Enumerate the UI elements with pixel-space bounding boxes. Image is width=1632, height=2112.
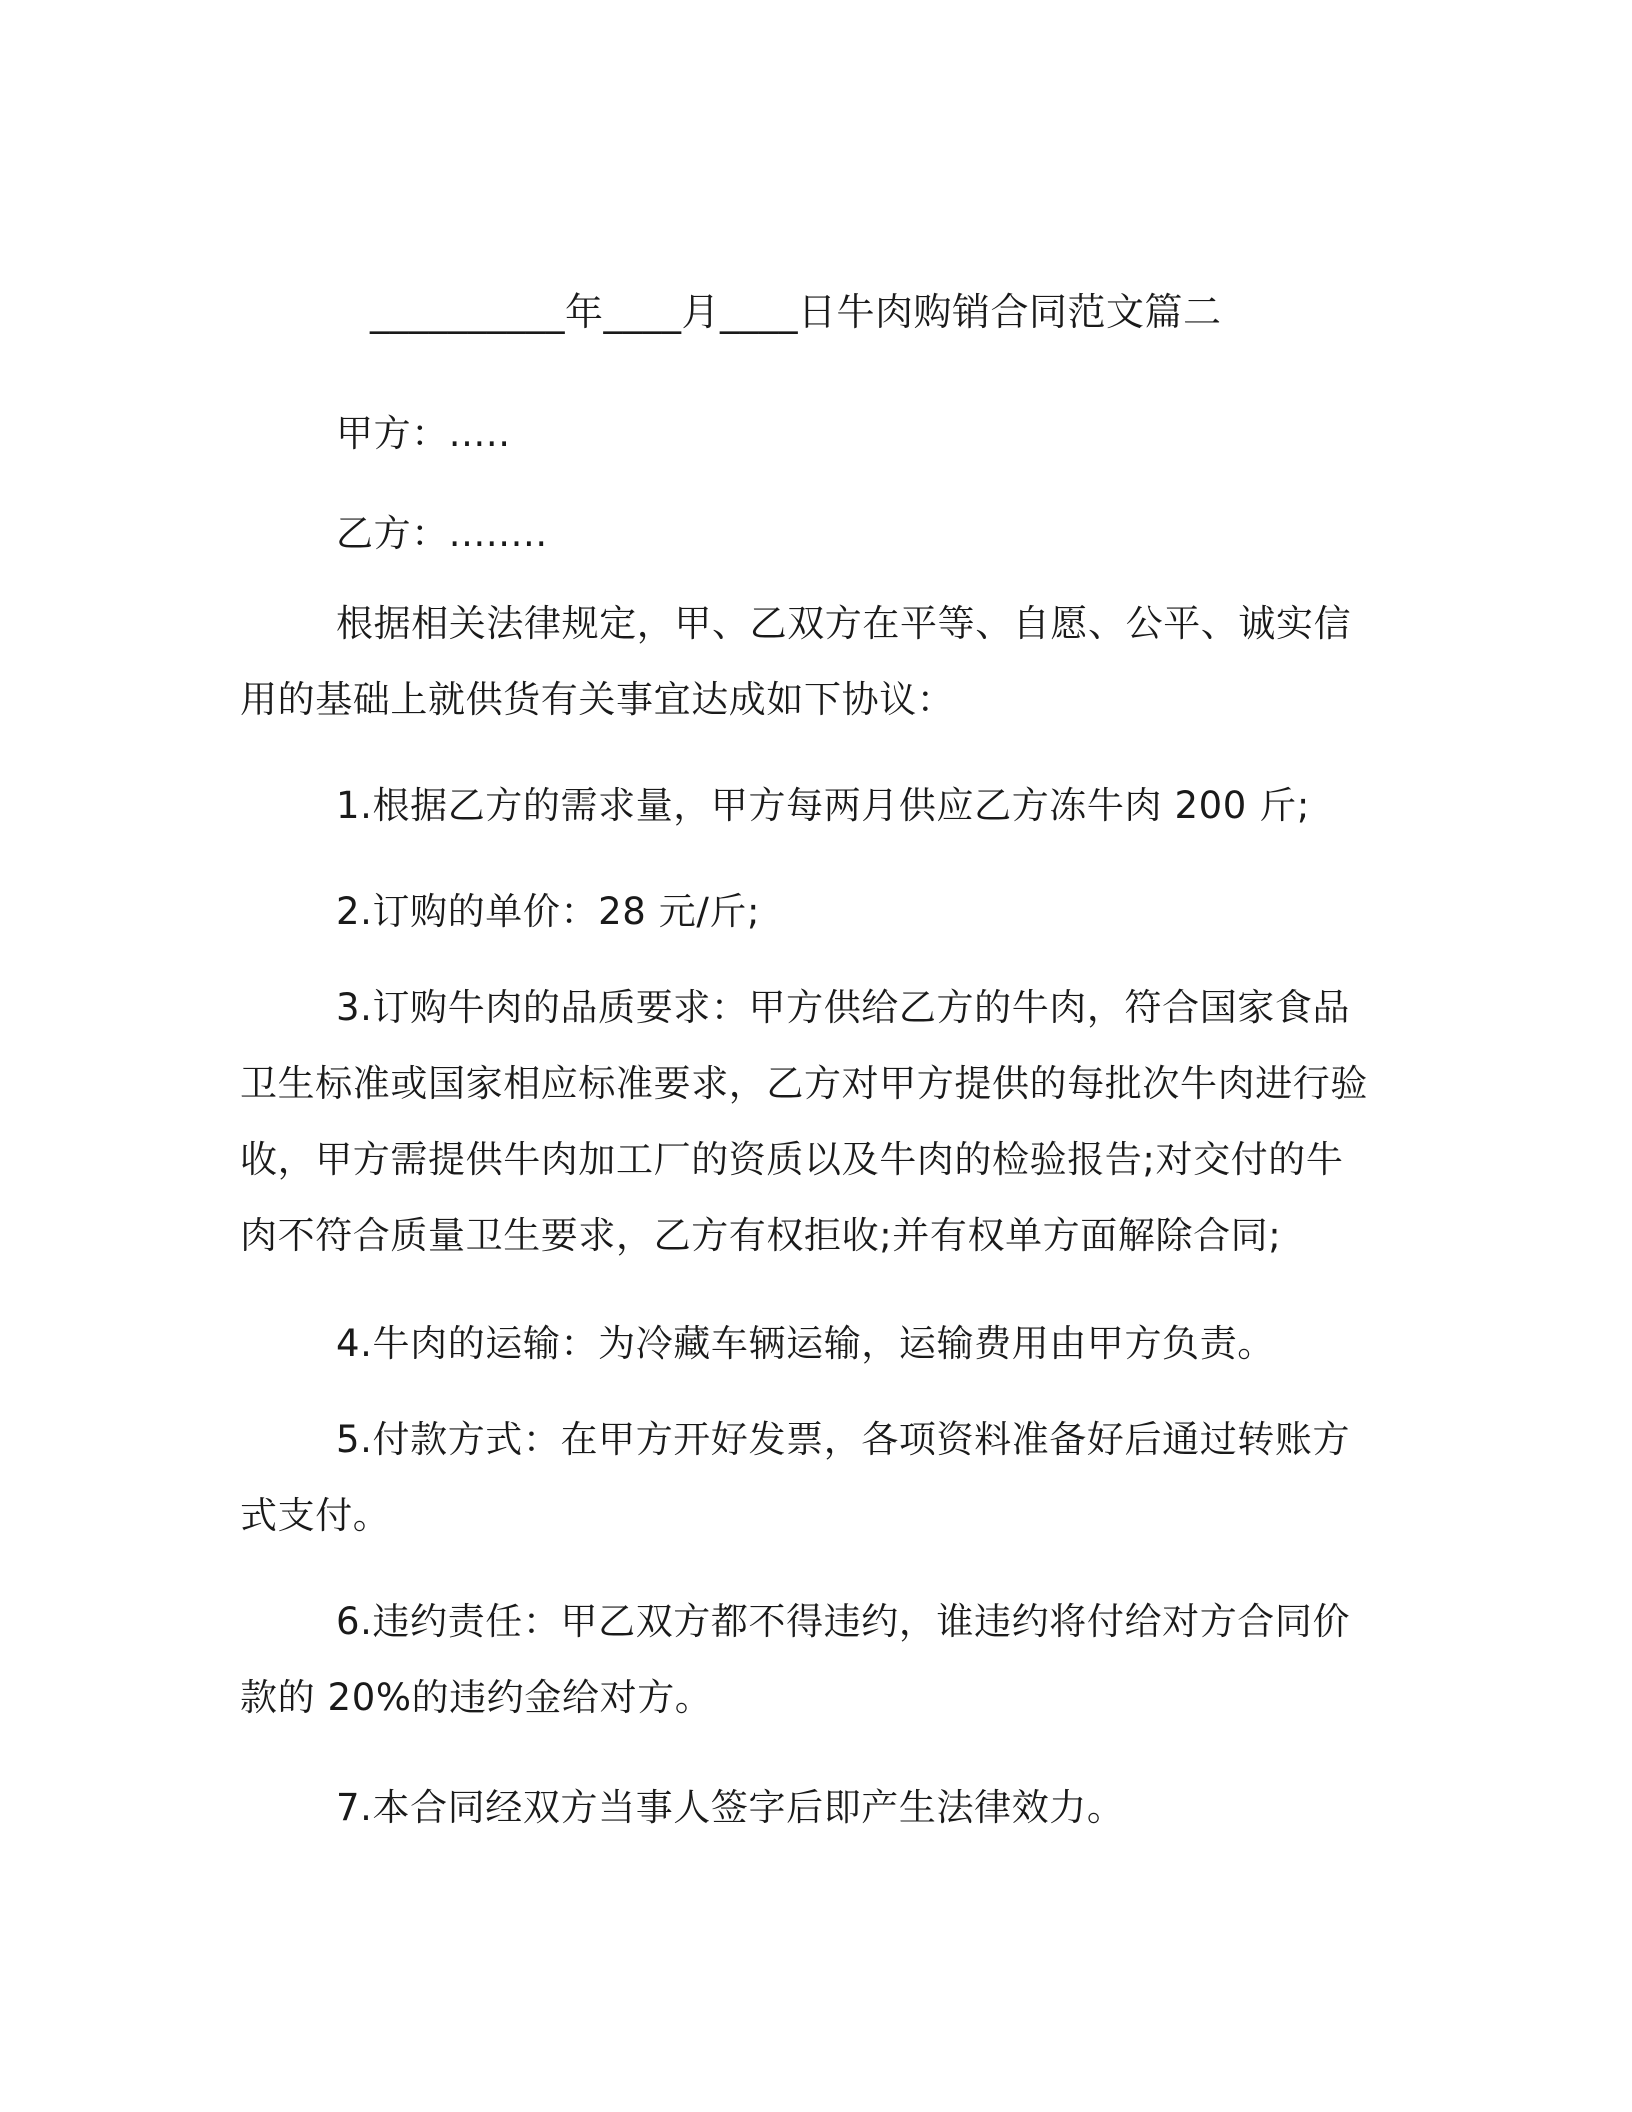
clause-7: 7.本合同经双方当事人签字后即产生法律效力。 xyxy=(336,1786,1125,1829)
clause-5: 5.付款方式：在甲方开好发票，各项资料准备好后通过转账方式支付。 xyxy=(240,1418,1351,1537)
document-title: __________年____月____日牛肉购销合同范文篇二 xyxy=(370,290,1222,334)
clause-6: 6.违约责任：甲乙双方都不得违约，谁违约将付给对方合同价款的 20%的违约金给对方。 xyxy=(240,1600,1351,1719)
clause-1: 1.根据乙方的需求量，甲方每两月供应乙方冻牛肉 200 斤; xyxy=(336,784,1310,827)
party-b-line: 乙方：........ xyxy=(336,512,548,555)
clause-2: 2.订购的单价：28 元/斤; xyxy=(336,890,761,933)
clause-3: 3.订购牛肉的品质要求：甲方供给乙方的牛肉，符合国家食品卫生标准或国家相应标准要求，乙方对甲方提供的每批次牛肉进行验收，甲方需提供牛肉加工厂的资质以及牛肉的检验报告;对交付的牛肉不符合质量卫生要求，乙方有权拒收;并有权单方面解除合同; xyxy=(240,986,1368,1257)
party-a-line: 甲方：..... xyxy=(336,412,511,455)
intro-paragraph: 根据相关法律规定，甲、乙双方在平等、自愿、公平、诚实信用的基础上就供货有关事宜达成如下协议： xyxy=(240,602,1352,721)
clause-4: 4.牛肉的运输：为冷藏车辆运输，运输费用由甲方负责。 xyxy=(336,1322,1275,1365)
